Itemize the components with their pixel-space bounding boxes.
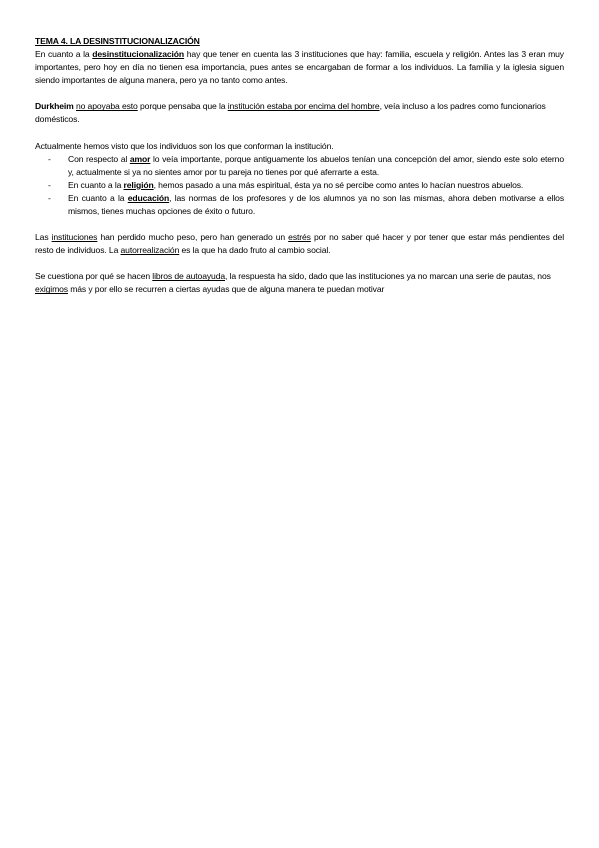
list-item <box>35 179 564 192</box>
text-run: más y por ello se recurren a ciertas ayudas que de alguna manera te puedan motivar <box>67 284 385 295</box>
text-run: En cuanto a la <box>35 49 93 60</box>
paragraph-autoayuda <box>35 270 564 296</box>
term-educacion: educación <box>127 192 170 203</box>
term-amor: amor <box>129 153 151 164</box>
text-run: , las normas de los profesores y de los alumnos ya no son las mismas, ahora deben motivarse a ellos mismos, tienes muchas opciones de éxito o futuro. <box>68 192 564 217</box>
text-run: En cuanto a la <box>68 192 128 203</box>
document-title: TEMA 4. LA DESINSTITUCIONALIZACIÓN <box>35 36 200 46</box>
underlined-phrase: autorrealización <box>120 245 180 256</box>
underlined-phrase: estrés <box>288 232 311 243</box>
paragraph-instituciones <box>35 231 564 257</box>
text-run: , veía incluso a los padres como funcionarios domésticos. <box>35 101 546 125</box>
text-run: , la respuesta ha sido, dado que las instituciones ya no marcan una serie de pautas, nos <box>225 271 551 282</box>
term-desinstitucionalizacion: desinstitucionalización <box>92 49 185 60</box>
dash-bullet: - <box>48 192 51 203</box>
text-run: han perdido mucho peso, pero han generado un <box>97 232 289 243</box>
list-item <box>35 153 564 179</box>
author-name: Durkheim <box>35 101 74 112</box>
underlined-phrase: libros de autoayuda <box>152 271 226 282</box>
text-run: porque pensaba que la <box>137 101 228 112</box>
text-run: por no saber qué hacer y por tener que estar más pendientes del resto de individuos. La <box>35 232 564 256</box>
text-run: hay que tener en cuenta las 3 instituciones que hay: familia, escuela y religión. Antes las 3 eran muy importantes, pero hoy en día no tienen esa importancia, pues antes se encargaban de formar a los individuos. La familia y la iglesia siguen siendo importantes de alguna manera, pero ya no tanto como antes. <box>35 49 564 86</box>
paragraph-intro <box>35 48 564 87</box>
dash-bullet: - <box>48 153 51 164</box>
paragraph-actualmente: Actualmente hemos visto que los individuos son los que conforman la institución. <box>35 140 334 151</box>
dash-list <box>35 153 564 218</box>
paragraph-durkheim <box>35 100 564 126</box>
list-item <box>35 192 564 218</box>
term-religion: religión <box>123 179 154 190</box>
text-run: Las <box>35 232 52 243</box>
underlined-phrase: no apoyaba esto <box>75 101 138 112</box>
dash-bullet: - <box>48 179 51 190</box>
text-run: , hemos pasado a una más espiritual, ésta ya no sé percibe como antes lo hacían nuestros abuelos. <box>153 179 524 190</box>
text-run: Se cuestiona por qué se hacen <box>35 271 153 282</box>
text-run: lo veía importante, porque antiguamente los abuelos tenían una concepción del amor, siendo este solo eterno y, actualmente si ya no sientes amor por tu pareja no tienes por qué aferrarte a esta. <box>68 153 564 177</box>
underlined-phrase: institución estaba por encima del hombre <box>227 101 380 112</box>
text-run: Con respecto al <box>68 153 130 164</box>
underlined-phrase: exigimos <box>35 284 68 295</box>
underlined-phrase: instituciones <box>51 232 98 243</box>
text-run: es la que ha dado fruto al cambio social. <box>179 245 331 256</box>
text-run: En cuanto a la <box>68 179 124 190</box>
